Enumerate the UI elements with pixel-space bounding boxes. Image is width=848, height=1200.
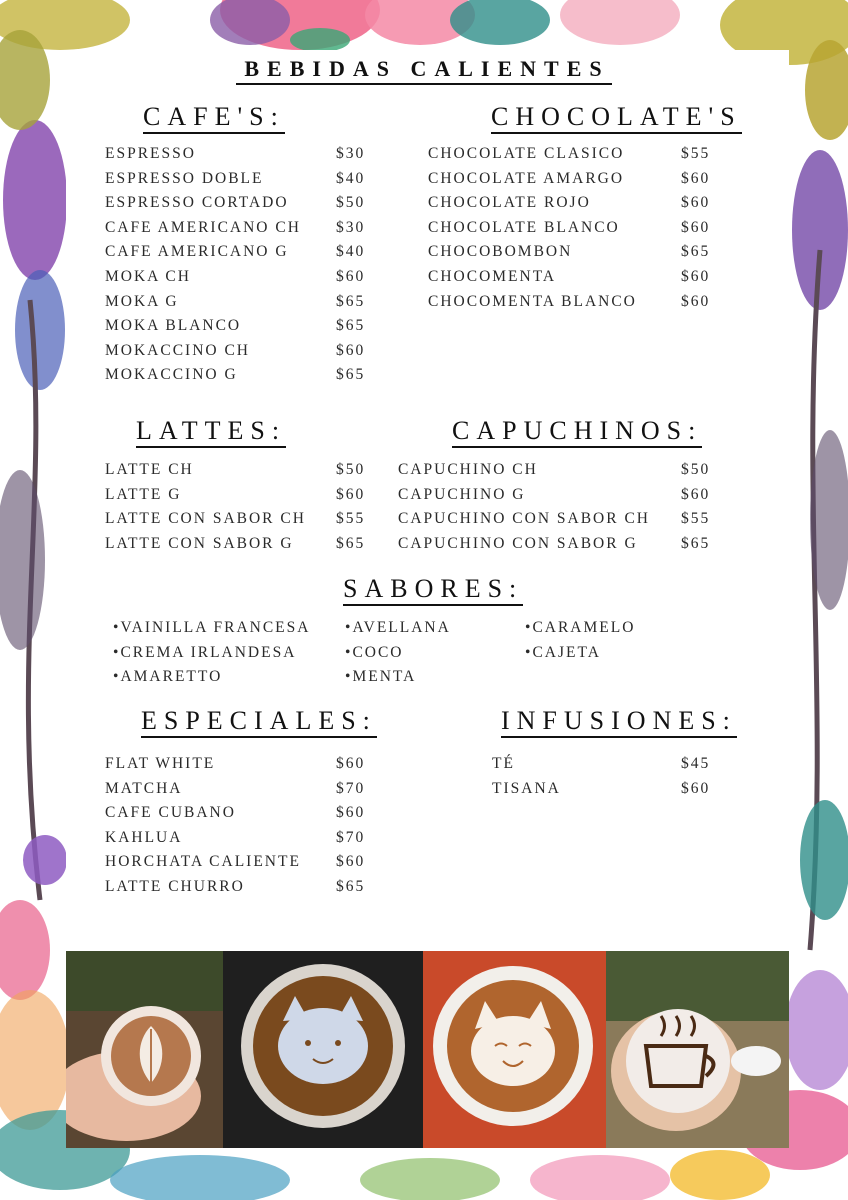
flavor-item: • AMARETTO	[113, 665, 310, 690]
menu-item	[105, 850, 373, 875]
menu-item	[105, 752, 373, 777]
item-name: CAPUCHINO G	[398, 485, 526, 503]
item-price: $60	[681, 485, 711, 503]
menu-item	[428, 290, 720, 315]
item-name: KAHLUA	[105, 828, 183, 846]
menu-item	[398, 483, 720, 508]
item-name: FLAT WHITE	[105, 755, 216, 772]
item-price: $60	[681, 292, 711, 310]
menu-item	[105, 826, 373, 851]
item-name: LATTE CH	[105, 461, 194, 478]
item-price: $55	[336, 510, 366, 528]
item-name: HORCHATA CALIENTE	[105, 853, 301, 871]
menu-item	[105, 167, 373, 192]
menu-item	[428, 167, 720, 192]
menu-item	[105, 265, 373, 290]
menu-item	[105, 191, 373, 216]
menu-item	[428, 142, 720, 167]
item-name: CHOCOLATE CLASICO	[428, 145, 625, 162]
item-name: CHOCOLATE ROJO	[428, 194, 591, 212]
item-price: $60	[336, 267, 366, 285]
item-name: CAFE CUBANO	[105, 804, 236, 822]
item-price: $70	[336, 779, 366, 797]
latte-art-cat-dark-photo	[223, 951, 423, 1148]
item-name: ESPRESSO CORTADO	[105, 194, 289, 212]
item-price: $55	[681, 510, 711, 528]
item-name: LATTE CON SABOR G	[105, 534, 294, 552]
especiales-heading: ESPECIALES:	[141, 706, 377, 736]
infusiones-heading: INFUSIONES:	[501, 706, 737, 736]
item-name: ESPRESSO	[105, 145, 196, 162]
item-name: TÉ	[492, 755, 515, 772]
chocolate-cup-art-photo	[606, 951, 789, 1148]
item-name: MOKA BLANCO	[105, 317, 242, 335]
item-price: $60	[681, 779, 711, 797]
item-price: $30	[336, 145, 366, 162]
capuchinos-list	[398, 458, 720, 556]
flavor-item: • AVELLANA	[345, 616, 451, 641]
flavor-item: • COCO	[345, 641, 451, 666]
item-name: CAPUCHINO CON SABOR G	[398, 534, 638, 552]
menu-item	[105, 507, 373, 532]
menu-item	[105, 483, 373, 508]
item-price: $55	[681, 145, 711, 162]
flavor-item: • VAINILLA FRANCESA	[113, 616, 310, 641]
menu-item	[105, 142, 373, 167]
item-price: $45	[681, 755, 711, 772]
item-name: CHOCOLATE BLANCO	[428, 218, 620, 236]
menu-item	[428, 265, 720, 290]
menu-item	[105, 216, 373, 241]
item-price: $70	[336, 828, 366, 846]
menu-title: BEBIDAS CALIENTES	[0, 56, 848, 82]
item-name: CHOCOMENTA BLANCO	[428, 292, 637, 310]
cafes-list	[105, 142, 373, 388]
item-name: MOKA G	[105, 292, 179, 310]
menu-item	[428, 240, 720, 265]
menu-item	[492, 777, 720, 802]
item-name: CHOCOBOMBON	[428, 243, 573, 261]
cafes-heading: CAFE'S:	[143, 102, 285, 132]
item-name: TISANA	[492, 779, 561, 797]
item-price: $60	[336, 485, 366, 503]
item-name: CAPUCHINO CON SABOR CH	[398, 510, 650, 528]
item-price: $50	[336, 461, 366, 478]
menu-item	[428, 216, 720, 241]
item-price: $60	[681, 194, 711, 212]
item-price: $60	[681, 218, 711, 236]
menu-item	[105, 777, 373, 802]
item-name: MATCHA	[105, 779, 183, 797]
menu-item	[105, 875, 373, 900]
item-name: LATTE CHURRO	[105, 877, 245, 895]
item-price: $60	[681, 267, 711, 285]
menu-item	[105, 339, 373, 364]
item-price: $65	[336, 292, 366, 310]
item-price: $40	[336, 169, 366, 187]
especiales-list	[105, 752, 373, 900]
menu-item	[105, 458, 373, 483]
item-price: $60	[336, 804, 366, 822]
menu-item	[492, 752, 720, 777]
bottom-flowers-decoration	[110, 1150, 770, 1200]
item-price: $50	[336, 194, 366, 212]
item-name: MOKACCINO G	[105, 366, 238, 384]
item-price: $65	[336, 317, 366, 335]
item-name: CHOCOMENTA	[428, 267, 557, 285]
lattes-list	[105, 458, 373, 556]
flavor-item: • MENTA	[345, 665, 451, 690]
menu-item	[105, 240, 373, 265]
item-name: MOKA CH	[105, 267, 191, 285]
item-price: $30	[336, 218, 366, 236]
item-name: LATTE G	[105, 485, 182, 503]
menu-item	[428, 191, 720, 216]
item-price: $65	[336, 534, 366, 552]
item-price: $60	[336, 341, 366, 359]
item-name: CAPUCHINO CH	[398, 461, 538, 478]
menu-item	[105, 532, 373, 557]
item-name: ESPRESSO DOBLE	[105, 169, 264, 187]
item-price: $65	[336, 366, 366, 384]
item-name: CHOCOLATE AMARGO	[428, 169, 625, 187]
item-price: $50	[681, 461, 711, 478]
sabores-column-3	[525, 616, 635, 665]
flavor-item: • CREMA IRLANDESA	[113, 641, 310, 666]
item-name: LATTE CON SABOR CH	[105, 510, 306, 528]
chocolates-heading: CHOCOLATE'S	[491, 102, 742, 132]
item-price: $65	[681, 534, 711, 552]
menu-item	[105, 314, 373, 339]
photo-strip	[66, 951, 789, 1148]
menu-item	[398, 532, 720, 557]
menu-item	[398, 507, 720, 532]
item-price: $60	[336, 853, 366, 871]
item-price: $60	[681, 169, 711, 187]
flavor-item: • CARAMELO	[525, 616, 635, 641]
item-name: MOKACCINO CH	[105, 341, 250, 359]
item-price: $65	[336, 877, 366, 895]
item-price: $60	[336, 755, 366, 772]
menu-item	[398, 458, 720, 483]
capuchinos-heading: CAPUCHINOS:	[452, 416, 702, 446]
menu-item	[105, 363, 373, 388]
item-name: CAFE AMERICANO G	[105, 243, 289, 261]
sabores-column-1	[113, 616, 310, 690]
item-price: $65	[681, 243, 711, 261]
flavor-item: • CAJETA	[525, 641, 635, 666]
sabores-column-2	[345, 616, 451, 690]
chocolates-list	[428, 142, 720, 314]
latte-art-cat-photo	[423, 951, 606, 1148]
lattes-heading: LATTES:	[136, 416, 286, 446]
latte-art-rosetta-photo	[66, 951, 223, 1148]
menu-item	[105, 801, 373, 826]
item-price: $40	[336, 243, 366, 261]
infusiones-list	[492, 752, 720, 801]
menu-item	[105, 290, 373, 315]
item-name: CAFE AMERICANO CH	[105, 218, 301, 236]
sabores-heading: SABORES:	[343, 574, 523, 604]
